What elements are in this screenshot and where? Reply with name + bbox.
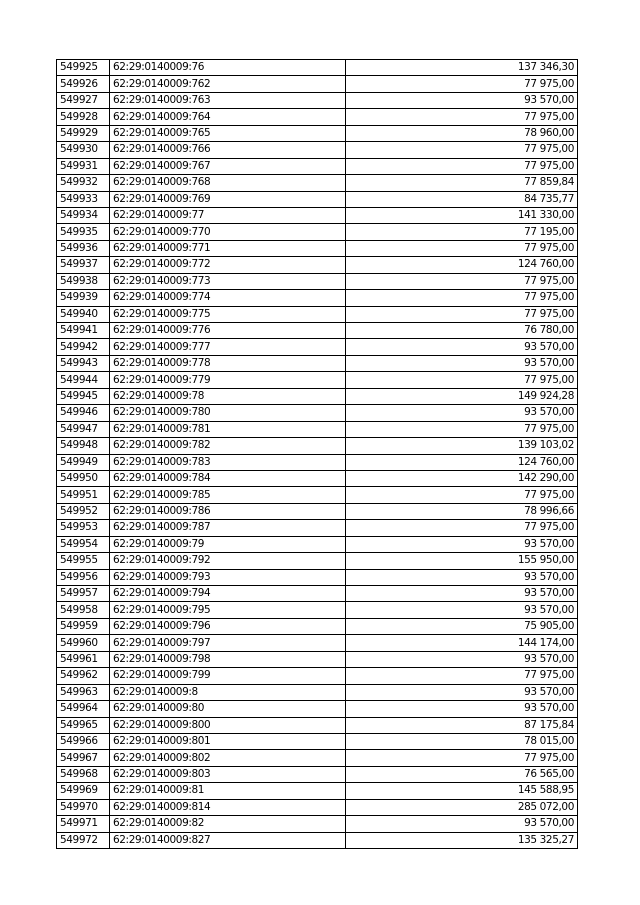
row-number-cell: 549964: [57, 701, 110, 717]
cadastral-number-cell: 62:29:0140009:80: [110, 701, 346, 717]
row-number-cell: 549926: [57, 76, 110, 92]
row-number-cell: 549954: [57, 536, 110, 552]
row-number-cell: 549939: [57, 290, 110, 306]
cadastral-number-cell: 62:29:0140009:799: [110, 668, 346, 684]
cadastral-number-cell: 62:29:0140009:764: [110, 109, 346, 125]
cadastral-number-cell: 62:29:0140009:802: [110, 750, 346, 766]
row-number-cell: 549932: [57, 175, 110, 191]
table-row: [57, 635, 578, 651]
table-row: [57, 766, 578, 782]
cadastral-number-cell: 62:29:0140009:775: [110, 306, 346, 322]
row-number-cell: 549944: [57, 372, 110, 388]
table-row: [57, 750, 578, 766]
cadastral-value-cell: 87 175,84: [346, 717, 578, 733]
cadastral-number-cell: 62:29:0140009:803: [110, 766, 346, 782]
cadastral-value-cell: 155 950,00: [346, 553, 578, 569]
cadastral-value-cell: 124 760,00: [346, 454, 578, 470]
cadastral-value-cell: 77 975,00: [346, 421, 578, 437]
row-number-cell: 549972: [57, 832, 110, 848]
row-number-cell: 549936: [57, 240, 110, 256]
cadastral-number-cell: 62:29:0140009:797: [110, 635, 346, 651]
cadastral-value-cell: 124 760,00: [346, 257, 578, 273]
cadastral-value-cell: 93 570,00: [346, 586, 578, 602]
table-row: [57, 503, 578, 519]
row-number-cell: 549967: [57, 750, 110, 766]
cadastral-number-cell: 62:29:0140009:827: [110, 832, 346, 848]
cadastral-number-cell: 62:29:0140009:814: [110, 799, 346, 815]
cadastral-number-cell: 62:29:0140009:784: [110, 470, 346, 486]
table-row: [57, 158, 578, 174]
cadastral-number-cell: 62:29:0140009:794: [110, 586, 346, 602]
cadastral-number-cell: 62:29:0140009:778: [110, 355, 346, 371]
row-number-cell: 549953: [57, 520, 110, 536]
table-row: [57, 569, 578, 585]
cadastral-value-cell: 145 588,95: [346, 783, 578, 799]
table-row: [57, 175, 578, 191]
table-row: [57, 438, 578, 454]
table-row: [57, 832, 578, 848]
cadastral-number-cell: 62:29:0140009:782: [110, 438, 346, 454]
cadastral-number-cell: 62:29:0140009:801: [110, 733, 346, 749]
cadastral-value-cell: 135 325,27: [346, 832, 578, 848]
cadastral-number-cell: 62:29:0140009:76: [110, 60, 346, 76]
cadastral-value-cell: 93 570,00: [346, 602, 578, 618]
cadastral-value-cell: 77 975,00: [346, 372, 578, 388]
cadastral-number-cell: 62:29:0140009:762: [110, 76, 346, 92]
table-row: [57, 454, 578, 470]
row-number-cell: 549956: [57, 569, 110, 585]
cadastral-value-cell: 77 975,00: [346, 520, 578, 536]
cadastral-value-cell: 78 960,00: [346, 125, 578, 141]
table-row: [57, 191, 578, 207]
cadastral-value-cell: 76 565,00: [346, 766, 578, 782]
cadastral-value-cell: 93 570,00: [346, 536, 578, 552]
row-number-cell: 549947: [57, 421, 110, 437]
row-number-cell: 549930: [57, 142, 110, 158]
cadastral-value-cell: 78 996,66: [346, 503, 578, 519]
row-number-cell: 549946: [57, 405, 110, 421]
table-row: [57, 273, 578, 289]
cadastral-number-cell: 62:29:0140009:787: [110, 520, 346, 536]
row-number-cell: 549955: [57, 553, 110, 569]
table-row: [57, 355, 578, 371]
row-number-cell: 549958: [57, 602, 110, 618]
row-number-cell: 549931: [57, 158, 110, 174]
table-row: [57, 323, 578, 339]
table-row: [57, 257, 578, 273]
cadastral-number-cell: 62:29:0140009:8: [110, 684, 346, 700]
row-number-cell: 549941: [57, 323, 110, 339]
cadastral-number-cell: 62:29:0140009:765: [110, 125, 346, 141]
cadastral-value-cell: 149 924,28: [346, 388, 578, 404]
table-row: [57, 799, 578, 815]
row-number-cell: 549971: [57, 816, 110, 832]
cadastral-value-cell: 75 905,00: [346, 618, 578, 634]
cadastral-number-cell: 62:29:0140009:82: [110, 816, 346, 832]
cadastral-number-cell: 62:29:0140009:780: [110, 405, 346, 421]
row-number-cell: 549952: [57, 503, 110, 519]
cadastral-number-cell: 62:29:0140009:770: [110, 224, 346, 240]
cadastral-value-cell: 84 735,77: [346, 191, 578, 207]
cadastral-number-cell: 62:29:0140009:767: [110, 158, 346, 174]
cadastral-number-cell: 62:29:0140009:798: [110, 651, 346, 667]
cadastral-number-cell: 62:29:0140009:796: [110, 618, 346, 634]
cadastral-value-cell: 142 290,00: [346, 470, 578, 486]
row-number-cell: 549925: [57, 60, 110, 76]
cadastral-number-cell: 62:29:0140009:776: [110, 323, 346, 339]
cadastral-number-cell: 62:29:0140009:783: [110, 454, 346, 470]
table-row: [57, 816, 578, 832]
row-number-cell: 549950: [57, 470, 110, 486]
table-row: [57, 306, 578, 322]
cadastral-value-cell: 144 174,00: [346, 635, 578, 651]
cadastral-value-cell: 93 570,00: [346, 701, 578, 717]
row-number-cell: 549968: [57, 766, 110, 782]
cadastral-number-cell: 62:29:0140009:766: [110, 142, 346, 158]
table-row: [57, 60, 578, 76]
table-body: [57, 60, 578, 849]
table-row: [57, 733, 578, 749]
table-row: [57, 421, 578, 437]
cadastral-number-cell: 62:29:0140009:785: [110, 487, 346, 503]
row-number-cell: 549970: [57, 799, 110, 815]
table-row: [57, 388, 578, 404]
cadastral-value-table: [56, 59, 578, 849]
cadastral-value-cell: 285 072,00: [346, 799, 578, 815]
cadastral-value-cell: 93 570,00: [346, 405, 578, 421]
row-number-cell: 549960: [57, 635, 110, 651]
row-number-cell: 549962: [57, 668, 110, 684]
table-row: [57, 701, 578, 717]
row-number-cell: 549945: [57, 388, 110, 404]
cadastral-number-cell: 62:29:0140009:78: [110, 388, 346, 404]
row-number-cell: 549935: [57, 224, 110, 240]
cadastral-value-cell: 77 975,00: [346, 487, 578, 503]
table-row: [57, 717, 578, 733]
cadastral-number-cell: 62:29:0140009:768: [110, 175, 346, 191]
row-number-cell: 549961: [57, 651, 110, 667]
row-number-cell: 549928: [57, 109, 110, 125]
table-row: [57, 224, 578, 240]
table-row: [57, 783, 578, 799]
cadastral-value-cell: 77 975,00: [346, 76, 578, 92]
cadastral-value-cell: 77 975,00: [346, 273, 578, 289]
cadastral-value-cell: 78 015,00: [346, 733, 578, 749]
cadastral-value-cell: 77 975,00: [346, 306, 578, 322]
cadastral-value-cell: 77 975,00: [346, 158, 578, 174]
row-number-cell: 549942: [57, 339, 110, 355]
cadastral-value-cell: 77 975,00: [346, 668, 578, 684]
cadastral-number-cell: 62:29:0140009:769: [110, 191, 346, 207]
cadastral-value-cell: 141 330,00: [346, 207, 578, 223]
table-row: [57, 109, 578, 125]
cadastral-value-cell: 77 975,00: [346, 290, 578, 306]
cadastral-number-cell: 62:29:0140009:771: [110, 240, 346, 256]
row-number-cell: 549966: [57, 733, 110, 749]
cadastral-value-cell: 76 780,00: [346, 323, 578, 339]
cadastral-number-cell: 62:29:0140009:781: [110, 421, 346, 437]
cadastral-number-cell: 62:29:0140009:772: [110, 257, 346, 273]
row-number-cell: 549938: [57, 273, 110, 289]
cadastral-value-cell: 139 103,02: [346, 438, 578, 454]
table-row: [57, 651, 578, 667]
row-number-cell: 549933: [57, 191, 110, 207]
row-number-cell: 549948: [57, 438, 110, 454]
cadastral-value-cell: 93 570,00: [346, 816, 578, 832]
cadastral-value-cell: 77 975,00: [346, 750, 578, 766]
table-row: [57, 207, 578, 223]
cadastral-value-cell: 77 195,00: [346, 224, 578, 240]
table-row: [57, 372, 578, 388]
row-number-cell: 549943: [57, 355, 110, 371]
row-number-cell: 549937: [57, 257, 110, 273]
row-number-cell: 549957: [57, 586, 110, 602]
table-row: [57, 684, 578, 700]
cadastral-value-cell: 93 570,00: [346, 569, 578, 585]
row-number-cell: 549969: [57, 783, 110, 799]
cadastral-number-cell: 62:29:0140009:779: [110, 372, 346, 388]
cadastral-number-cell: 62:29:0140009:81: [110, 783, 346, 799]
row-number-cell: 549934: [57, 207, 110, 223]
table-row: [57, 553, 578, 569]
cadastral-number-cell: 62:29:0140009:773: [110, 273, 346, 289]
table-row: [57, 487, 578, 503]
cadastral-number-cell: 62:29:0140009:793: [110, 569, 346, 585]
row-number-cell: 549951: [57, 487, 110, 503]
cadastral-value-cell: 77 975,00: [346, 240, 578, 256]
cadastral-value-cell: 93 570,00: [346, 92, 578, 108]
table-row: [57, 339, 578, 355]
row-number-cell: 549965: [57, 717, 110, 733]
cadastral-value-cell: 93 570,00: [346, 651, 578, 667]
table-row: [57, 240, 578, 256]
table-row: [57, 92, 578, 108]
row-number-cell: 549949: [57, 454, 110, 470]
table-row: [57, 470, 578, 486]
table-row: [57, 125, 578, 141]
cadastral-number-cell: 62:29:0140009:79: [110, 536, 346, 552]
cadastral-number-cell: 62:29:0140009:795: [110, 602, 346, 618]
cadastral-number-cell: 62:29:0140009:777: [110, 339, 346, 355]
cadastral-value-cell: 93 570,00: [346, 355, 578, 371]
table-row: [57, 618, 578, 634]
table-row: [57, 142, 578, 158]
table-row: [57, 405, 578, 421]
row-number-cell: 549929: [57, 125, 110, 141]
table-row: [57, 602, 578, 618]
table-row: [57, 290, 578, 306]
row-number-cell: 549959: [57, 618, 110, 634]
cadastral-value-cell: 93 570,00: [346, 339, 578, 355]
cadastral-number-cell: 62:29:0140009:774: [110, 290, 346, 306]
cadastral-number-cell: 62:29:0140009:77: [110, 207, 346, 223]
row-number-cell: 549963: [57, 684, 110, 700]
cadastral-number-cell: 62:29:0140009:792: [110, 553, 346, 569]
cadastral-value-cell: 77 975,00: [346, 142, 578, 158]
table-row: [57, 536, 578, 552]
row-number-cell: 549940: [57, 306, 110, 322]
cadastral-number-cell: 62:29:0140009:763: [110, 92, 346, 108]
cadastral-value-cell: 77 975,00: [346, 109, 578, 125]
table-row: [57, 520, 578, 536]
table-row: [57, 668, 578, 684]
cadastral-value-cell: 137 346,30: [346, 60, 578, 76]
cadastral-number-cell: 62:29:0140009:800: [110, 717, 346, 733]
cadastral-number-cell: 62:29:0140009:786: [110, 503, 346, 519]
table-row: [57, 586, 578, 602]
table-row: [57, 76, 578, 92]
cadastral-value-cell: 77 859,84: [346, 175, 578, 191]
row-number-cell: 549927: [57, 92, 110, 108]
cadastral-value-cell: 93 570,00: [346, 684, 578, 700]
